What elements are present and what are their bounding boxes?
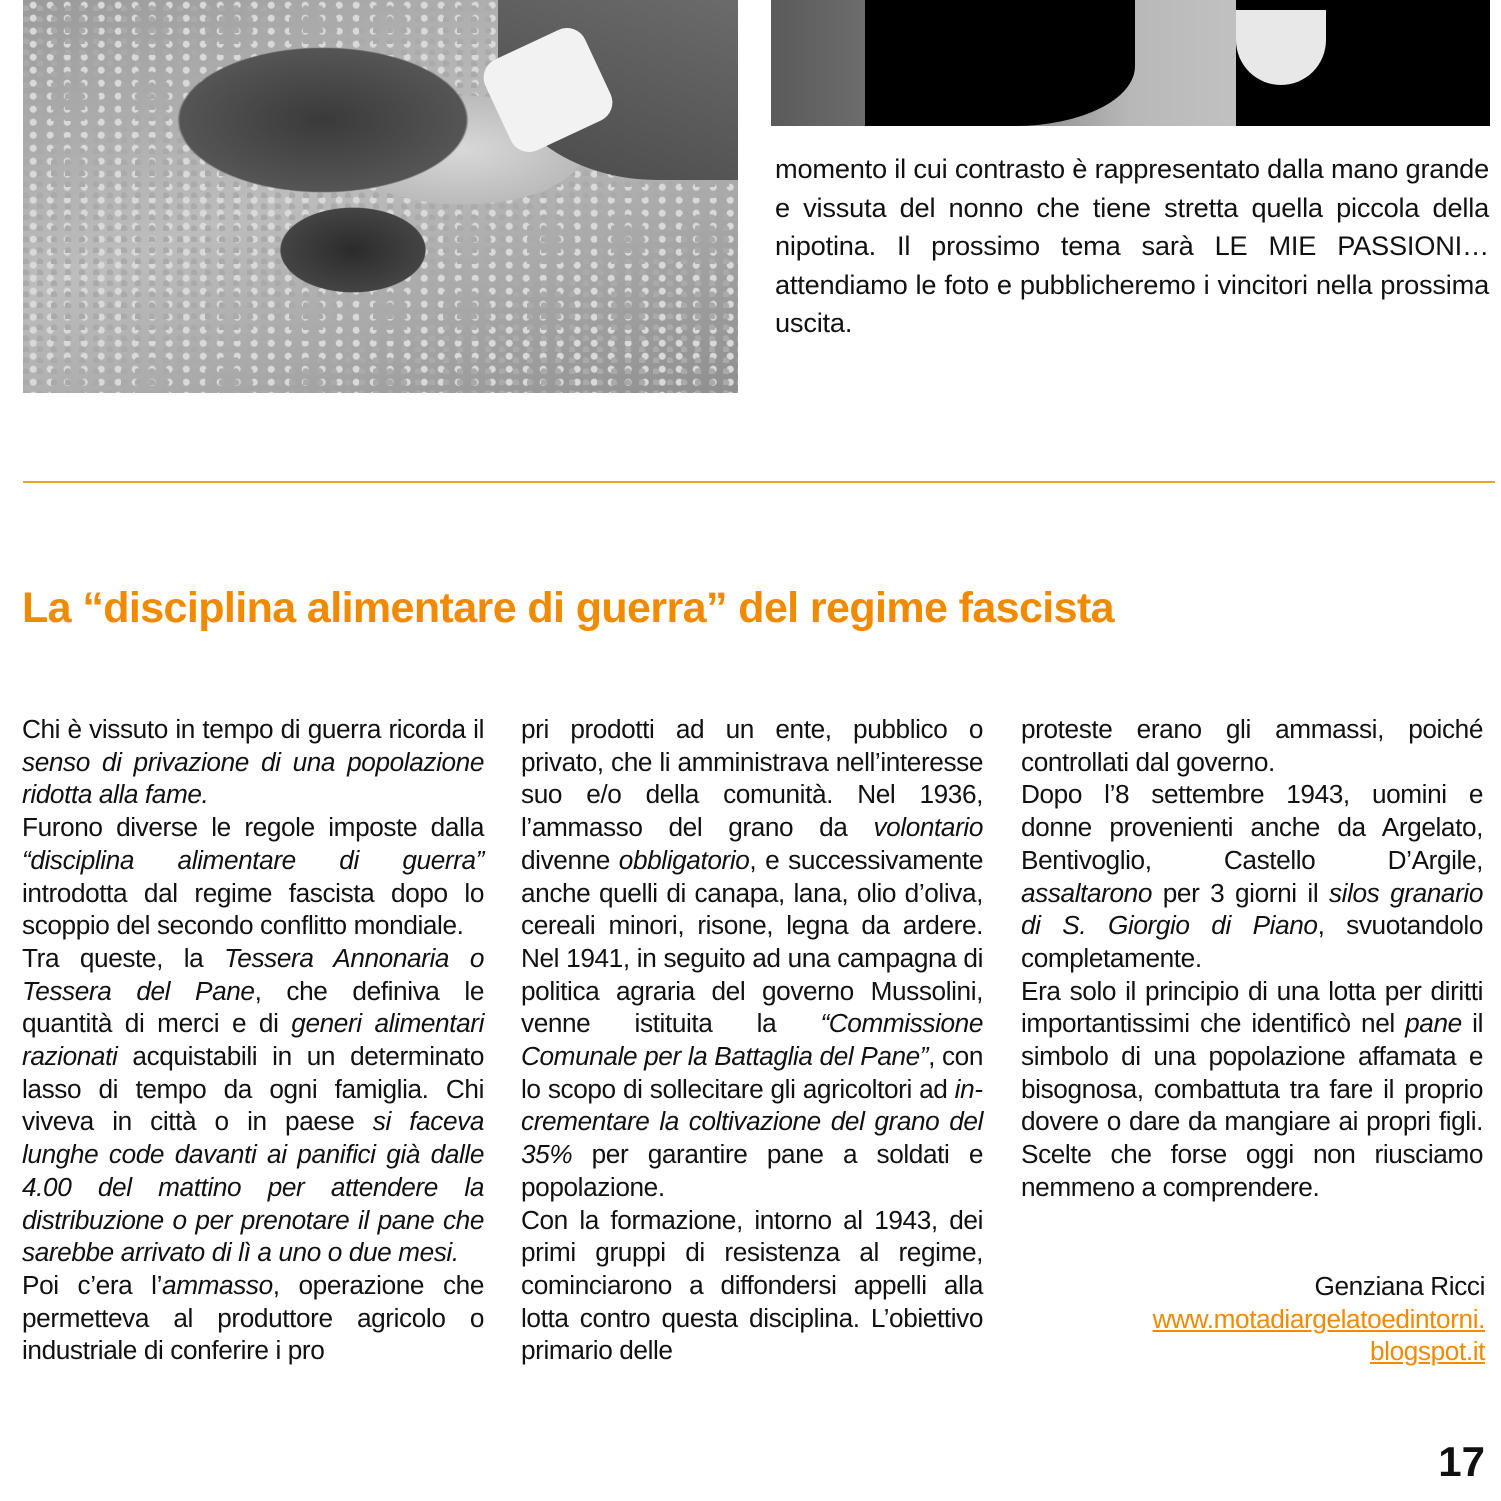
italic-text: senso di privazione di una popolazione ridotta alla fame. (22, 746, 484, 810)
blog-link[interactable] (1153, 1304, 1485, 1367)
paragraph (22, 713, 484, 811)
italic-text: si faceva lunghe code davanti ai panifici già dalle 4.00 del mattino per attendere la distribuzione o per prenotare il pane che sarebbe arrivato di lì a uno o due mesi. (22, 1106, 484, 1268)
photo-dark-shape (865, 0, 1135, 126)
text-run: introdotta dal regime fascista dopo lo scoppio del secondo conflitto mondiale. (22, 877, 484, 941)
paragraph (521, 1204, 983, 1368)
paragraph (1021, 713, 1483, 778)
italic-text: obbligatorio (618, 844, 750, 875)
blog-link-line-2: blogspot.it (1370, 1336, 1485, 1367)
text-run: proteste erano gli ammassi, poiché controllati dal governo. (1021, 714, 1483, 777)
article-column-2 (521, 713, 983, 1367)
italic-text: generi alimentari razionati (22, 1008, 484, 1072)
paragraph (1021, 778, 1483, 974)
silhouette-photo (771, 0, 1490, 126)
paragraph (22, 1269, 484, 1367)
italic-text: volontario (873, 812, 983, 843)
text-run: Tra queste, la (22, 942, 225, 973)
text-run: il simbolo di una popolazione affamata e bisognosa, combattuta tra fare il proprio dovere o dare da mangiare ai propri figli. Scelte che forse oggi non riusciamo nemmeno a comprendere. (1021, 1008, 1483, 1202)
text-run: Con la formazione, intorno al 1943, dei primi gruppi di resistenza al regime, cominciarono a diffondersi appelli alla lotta contro questa disciplina. L’obiettivo primario delle (521, 1204, 983, 1366)
paragraph (22, 942, 484, 1269)
italic-text: “disciplina alimentare di guerra” (22, 844, 484, 875)
text-run: per 3 giorni il (1152, 877, 1329, 908)
italic-text: Tessera Annonaria o Tessera del Pane (22, 942, 484, 1006)
italic-text: incrementare la coltivazione del grano del 35% (521, 1073, 983, 1170)
italic-text: pane (1405, 1008, 1462, 1039)
author-name: Genziana Ricci (1314, 1271, 1485, 1301)
article-signature (1023, 1270, 1485, 1368)
paragraph (1021, 975, 1483, 1204)
blog-link-line-1: www.motadiargelatoedintorni. (1152, 1303, 1485, 1334)
photo-caption: momento il cui contrasto è rappresentato dalla mano grande e vissuta del nonno che tiene stretta quella piccola della nipotina. Il prossimo tema sarà LE MIE PASSIONI… attendiamo le foto e pubblicheremo i vincitori nella prossima uscita. (775, 153, 1489, 338)
paragraph (22, 811, 484, 942)
text-run: divenne (521, 844, 619, 875)
text-run: acquistabili in un determinato lasso di tempo da ogni famiglia. Chi viveva in città o in paese (22, 1041, 484, 1137)
text-run: pri prodotti ad un ente, pubblico o privato, che li amministrava nell’interesse suo e/o della comunità. Nel 1936, l’ammasso del grano da (521, 714, 983, 843)
text-run: , svuotandolo completamente. (1021, 910, 1483, 973)
text-run: Era solo il principio di una lotta per diritti importantissimi che identificò nel (1021, 975, 1483, 1039)
text-run: , e successivamente anche quelli di canapa, lana, olio d’oliva, cereali minori, risone, legna da ardere. Nel 1941, in seguito ad una campagna di politica agraria del governo Mussolini, venne istituita la (521, 844, 984, 1039)
italic-text: ammasso (162, 1269, 273, 1300)
section-divider (23, 481, 1495, 483)
text-run: Furono diverse le regole imposte dalla (22, 812, 484, 843)
paragraph (521, 713, 983, 1204)
page-number: 17 (1438, 1438, 1485, 1485)
italic-text: silos granario di S. Giorgio di Piano (1021, 877, 1483, 941)
italic-text: assaltarono (1021, 877, 1152, 908)
text-run: , operazione che permetteva al produttore agricolo o industriale di conferire i pro (22, 1269, 485, 1366)
text-run: Poi c’era l’ (22, 1269, 163, 1300)
text-run: , che definiva le quantità di merci e di (22, 975, 485, 1039)
text-run: , con lo scopo di sollecitare gli agricoltori ad (521, 1041, 983, 1104)
text-run: per garantire pane a soldati e popolazione. (521, 1139, 983, 1202)
text-run: Chi è vissuto in tempo di guerra ricorda il (22, 714, 484, 744)
hands-photo (23, 0, 738, 393)
text-run: Dopo l’8 settembre 1943, uomini e donne provenienti anche da Argelato, Bentivoglio, Castello D’Argile, (1021, 779, 1483, 875)
article-title: La “disciplina alimentare di guerra” del regime fascista (22, 584, 1114, 632)
italic-text: “Commissione Comunale per la Battaglia del Pane” (521, 1008, 983, 1072)
article-column-1 (22, 713, 484, 1367)
article-column-3 (1021, 713, 1483, 1204)
